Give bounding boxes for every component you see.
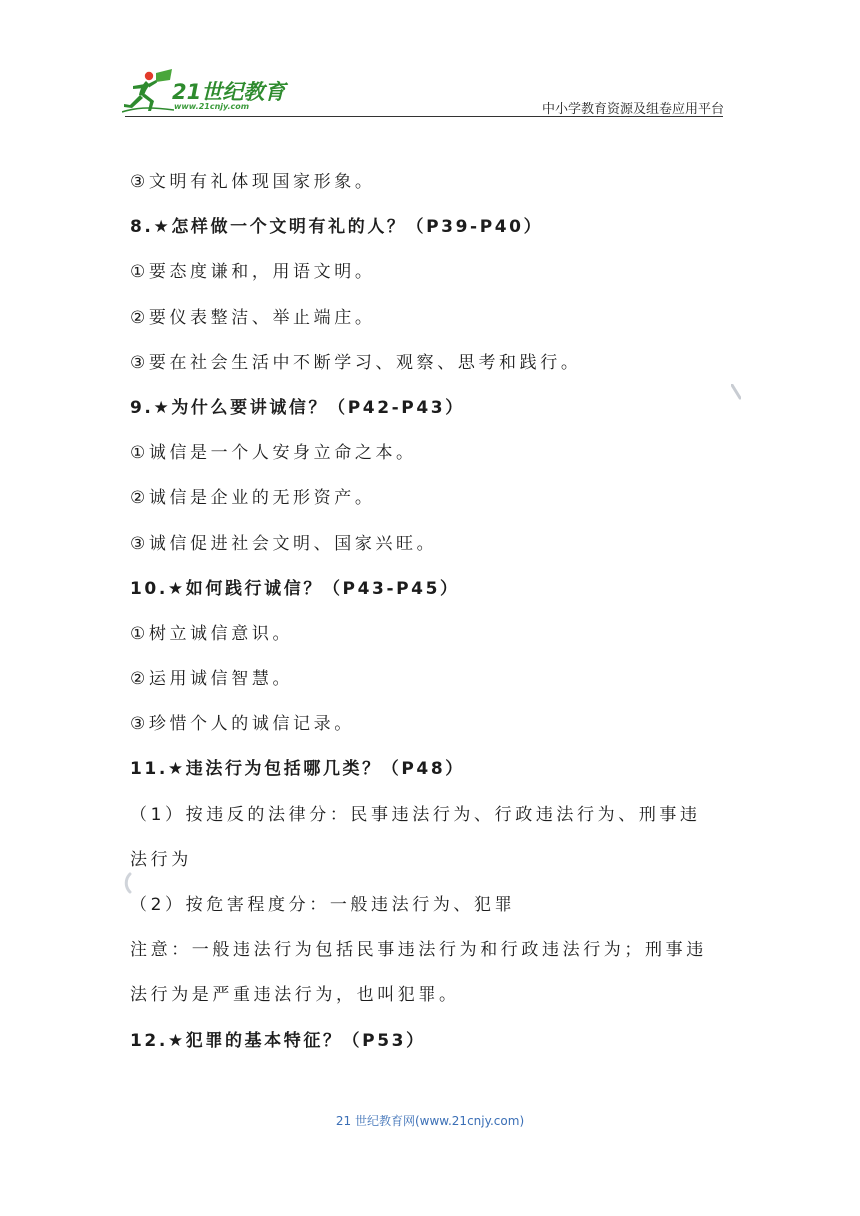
platform-tagline: 中小学教育资源及组卷应用平台 bbox=[541, 102, 724, 117]
answer-line: 法行为是严重违法行为，也叫犯罪。 bbox=[130, 985, 460, 1006]
answer-line: ①诚信是一个人安身立命之本。 bbox=[130, 443, 417, 464]
page-footer: 21 世纪教育网(www.21cnjy.com) bbox=[335, 1114, 525, 1128]
brand-logo bbox=[122, 68, 297, 114]
question-heading: 11.★违法行为包括哪几类？（P48） bbox=[130, 759, 465, 780]
question-heading: 10.★如何践行诚信？（P43-P45） bbox=[130, 578, 460, 599]
header-divider bbox=[125, 116, 723, 117]
answer-line: ②要仪表整洁、举止端庄。 bbox=[130, 307, 376, 328]
answer-line: ③要在社会生活中不断学习、观察、思考和践行。 bbox=[130, 352, 582, 373]
page-header bbox=[0, 0, 860, 120]
answer-line: （1）按违反的法律分：民事违法行为、行政违法行为、刑事违 bbox=[130, 804, 701, 825]
logo-wordmark: 21世纪教育 bbox=[172, 80, 286, 104]
answer-line: ②运用诚信智慧。 bbox=[130, 669, 294, 690]
question-heading: 8.★怎样做一个文明有礼的人？（P39-P40） bbox=[130, 217, 544, 238]
answer-line: 注意：一般违法行为包括民事违法行为和行政违法行为；刑事违 bbox=[130, 940, 707, 961]
answer-line: ①树立诚信意识。 bbox=[130, 623, 294, 644]
answer-line: ③珍惜个人的诚信记录。 bbox=[130, 714, 355, 735]
answer-line: ①要态度谦和，用语文明。 bbox=[130, 262, 376, 283]
logo-url: www.21cnjy.com bbox=[174, 102, 250, 111]
answer-line: ③诚信促进社会文明、国家兴旺。 bbox=[130, 533, 438, 554]
document-body bbox=[130, 160, 730, 1064]
question-heading: 12.★犯罪的基本特征？（P53） bbox=[130, 1030, 426, 1051]
scan-mark bbox=[124, 872, 132, 894]
runner-icon bbox=[122, 68, 174, 114]
answer-line: 法行为 bbox=[130, 849, 192, 870]
scan-mark bbox=[731, 384, 741, 400]
answer-line: （2）按危害程度分：一般违法行为、犯罪 bbox=[130, 895, 516, 915]
question-heading: 9.★为什么要讲诚信？（P42-P43） bbox=[130, 397, 465, 418]
answer-line: ②诚信是企业的无形资产。 bbox=[130, 488, 376, 509]
answer-line: ③文明有礼体现国家形象。 bbox=[130, 172, 376, 192]
